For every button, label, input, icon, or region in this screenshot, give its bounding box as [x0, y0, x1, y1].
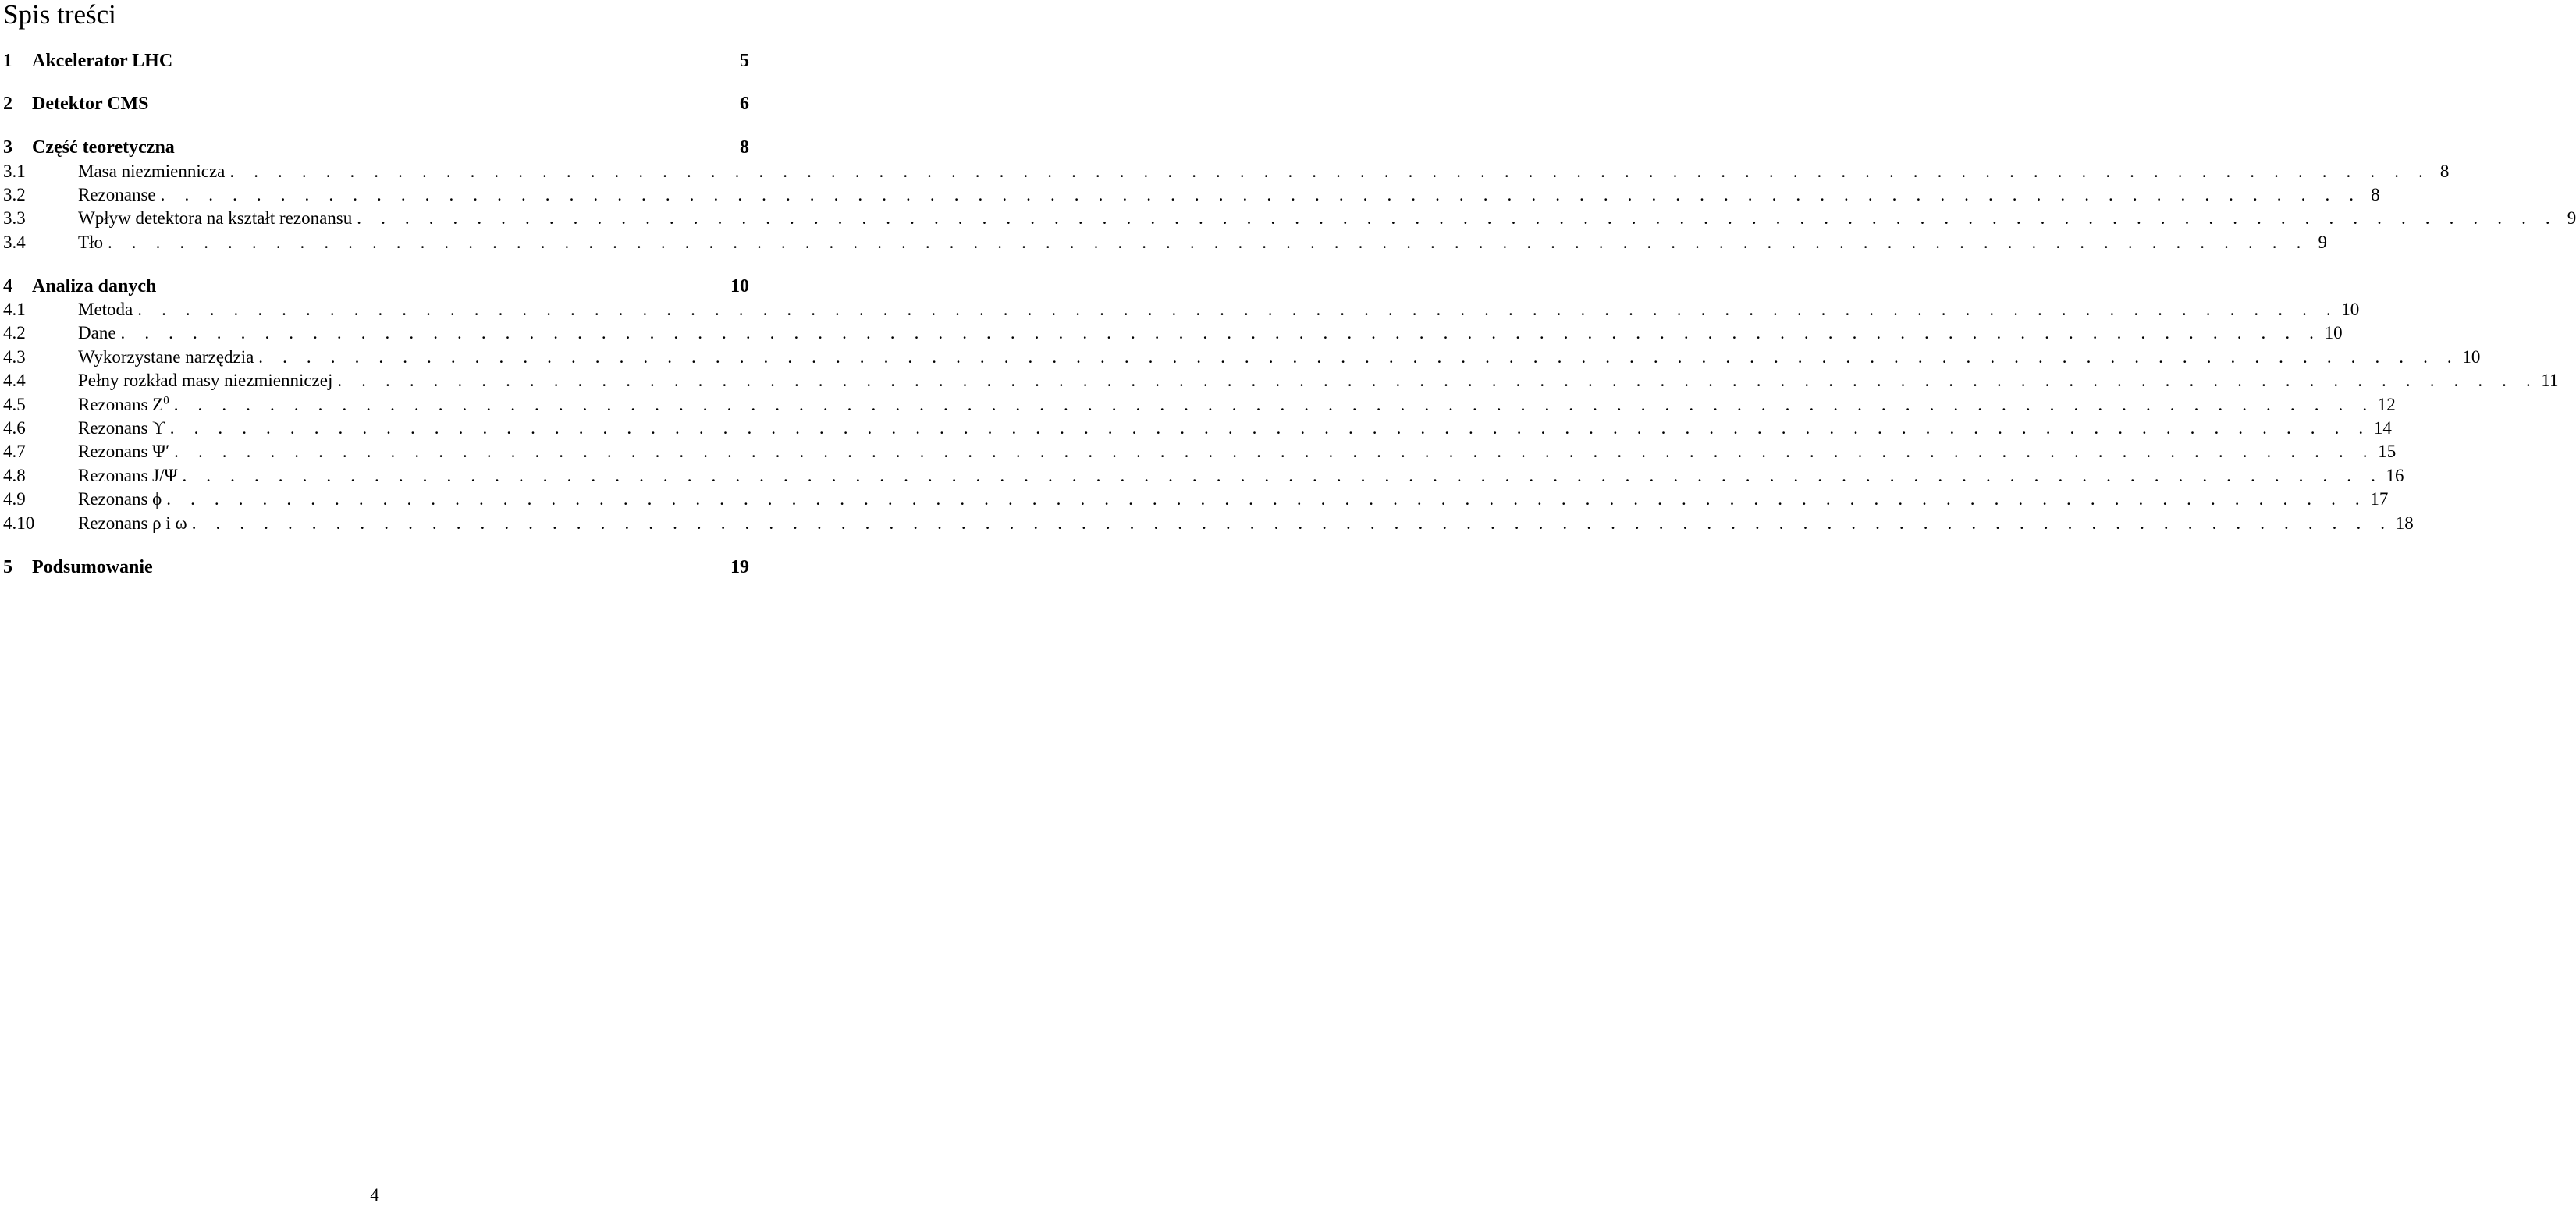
toc-entry-number: 4.2 — [3, 323, 26, 343]
toc-section-entry[interactable] — [3, 298, 2360, 321]
dot-leader: . . . . . . . . . . . . . . . . . . . . . . . . . . . . . . . . . . . . . . . . . . . . . . . . . . . . . . . . . . . . . . . . . . . . . . . . . . . . . . . . . . . . . . . . . . . . — [173, 395, 2375, 414]
toc-entry-number: 4.3 — [3, 347, 26, 367]
toc-chapter-entry[interactable] — [3, 275, 749, 298]
dot-leader: . . . . . . . . . . . . . . . . . . . . . . . . . . . . . . . . . . . . . . . . . . . . . . . . . . . . . . . . . . . . . . . . . . . . . . . . . . . . . . . . . . . . . . . . . . . . — [166, 489, 2368, 509]
toc-entry-number: 3.1 — [3, 162, 26, 181]
dot-leader: . . . . . . . . . . . . . . . . . . . . . . . . . . . . . . . . . . . . . . . . . . . . . . . . . . . . . . . . . . . . . . . . . . . . . . . . . . . . . . . . . . . . . . . . . . . . — [160, 185, 2361, 204]
toc-entry-page: 16 — [2386, 466, 2404, 485]
toc-entry-page: 19 — [730, 557, 749, 577]
toc-entry-number: 3.2 — [3, 185, 26, 204]
toc-section-entry[interactable] — [3, 207, 2576, 230]
toc-entry-number: 1 — [3, 51, 12, 71]
toc-entry-page: 6 — [740, 94, 749, 114]
toc-entry-page: 5 — [740, 51, 749, 71]
toc-section-entry[interactable] — [3, 183, 2380, 207]
toc-chapter-entry[interactable] — [3, 49, 749, 73]
toc-section-entry[interactable] — [3, 464, 2404, 488]
toc-entry-number: 3.4 — [3, 233, 26, 252]
dot-leader: . . . . . . . . . . . . . . . . . . . . . . . . . . . . . . . . . . . . . . . . . . . . . . . . . . . . . . . . . . . . . . . . . . . . . . . . . . . . . . . . . . . . . . . . . . . . — [357, 208, 2558, 228]
dot-leader: . . . . . . . . . . . . . . . . . . . . . . . . . . . . . . . . . . . . . . . . . . . . . . . . . . . . . . . . . . . . . . . . . . . . . . . . . . . . . . . . . . . . . . . . . . . . — [107, 233, 2308, 252]
toc-entry-title-text: Rezonans Z — [78, 395, 164, 414]
toc-entry-number: 4 — [3, 276, 12, 296]
toc-entry-number: 4.4 — [3, 371, 26, 390]
toc-section-entry[interactable] — [3, 512, 2414, 535]
toc-section-entry[interactable] — [3, 369, 2559, 392]
dot-leader: . . . . . . . . . . . . . . . . . . . . . . . . . . . . . . . . . . . . . . . . . . . . . . . . . . . . . . . . . . . . . . . . . . . . . . . . . . . . . . . . . . . . . . . . . . . . — [337, 371, 2539, 390]
toc-entry-number: 4.5 — [3, 395, 26, 414]
toc-entry-title: Rezonans J/Ψ — [78, 466, 178, 485]
toc-entry-number: 4.10 — [3, 513, 35, 533]
toc-entry-title: Rezonanse — [78, 185, 156, 204]
dot-leader: . . . . . . . . . . . . . . . . . . . . . . . . . . . . . . . . . . . . . . . . . . . . . . . . . . . . . . . . . . . . . . . . . . . . . . . . . . . . . . . . . . . . . . . . . . . . — [169, 418, 2371, 438]
toc-entry-page: 10 — [2324, 323, 2343, 343]
toc-entry-page: 8 — [740, 137, 749, 158]
toc-entry-number: 5 — [3, 557, 12, 577]
dot-leader: . . . . . . . . . . . . . . . . . . . . . . . . . . . . . . . . . . . . . . . . . . . . . . . . . . . . . . . . . . . . . . . . . . . . . . . . . . . . . . . . . . . . . . . . . . . . — [137, 300, 2339, 319]
toc-entry-page: 8 — [2371, 185, 2380, 204]
toc-entry-number: 2 — [3, 94, 12, 114]
toc-entry-title: Akcelerator LHC — [32, 51, 173, 71]
toc-entry-title — [78, 393, 169, 417]
toc-entry-page: 18 — [2395, 513, 2414, 533]
toc-entry-number: 4.7 — [3, 442, 26, 461]
superscript: 0 — [163, 394, 169, 407]
toc-chapter-entry[interactable] — [3, 556, 749, 579]
toc-section-entry[interactable] — [3, 488, 2389, 511]
toc-entry-number: 4.9 — [3, 489, 26, 509]
toc-entry-title: Tło — [78, 233, 103, 252]
toc-entry-title: Dane — [78, 323, 116, 343]
toc-entry-page: 8 — [2439, 162, 2450, 181]
page-number: 4 — [370, 1185, 379, 1205]
toc-entry-number: 3 — [3, 137, 12, 158]
toc-section-entry[interactable] — [3, 393, 2396, 417]
toc-entry-number: 4.6 — [3, 418, 26, 438]
toc-section-entry[interactable] — [3, 160, 2450, 183]
toc-entry-title: Część teoretyczna — [32, 137, 175, 158]
toc-section-entry[interactable] — [3, 321, 2343, 345]
toc-entry-page: 14 — [2373, 418, 2392, 438]
toc-entry-title: Analiza danych — [32, 276, 157, 296]
toc-entry-page: 12 — [2377, 395, 2396, 414]
toc-entry-number: 4.1 — [3, 300, 26, 319]
dot-leader: . . . . . . . . . . . . . . . . . . . . . . . . . . . . . . . . . . . . . . . . . . . . . . . . . . . . . . . . . . . . . . . . . . . . . . . . . . . . . . . . . . . . . . . . . . . . — [182, 466, 2383, 485]
toc-entry-page: 10 — [2341, 300, 2360, 319]
toc-entry-page: 10 — [730, 276, 749, 296]
toc-entry-title: Rezonans ϒ — [78, 418, 165, 438]
toc-entry-title: Rezonans ρ i ω — [78, 513, 187, 533]
toc-entry-title: Rezonans Ψ′ — [78, 442, 170, 461]
toc-entry-title: Wykorzystane narzędzia — [78, 347, 254, 367]
dot-leader: . . . . . . . . . . . . . . . . . . . . . . . . . . . . . . . . . . . . . . . . . . . . . . . . . . . . . . . . . . . . . . . . . . . . . . . . . . . . . . . . . . . . . . . . . . . . — [229, 162, 2431, 181]
toc-entry-page: 11 — [2541, 371, 2559, 390]
dot-leader: . . . . . . . . . . . . . . . . . . . . . . . . . . . . . . . . . . . . . . . . . . . . . . . . . . . . . . . . . . . . . . . . . . . . . . . . . . . . . . . . . . . . . . . . . . . . — [174, 442, 2375, 461]
toc-chapter-entry[interactable] — [3, 92, 749, 115]
toc-section-entry[interactable] — [3, 231, 2327, 254]
toc-section-entry[interactable] — [3, 346, 2481, 369]
toc-entry-page: 17 — [2370, 489, 2389, 509]
toc-entry-title: Wpływ detektora na kształt rezonansu — [78, 208, 353, 228]
toc-entry-title: Podsumowanie — [32, 557, 153, 577]
toc-entry-title: Pełny rozkład masy niezmienniczej — [78, 371, 333, 390]
toc-entry-title: Metoda — [78, 300, 133, 319]
dot-leader: . . . . . . . . . . . . . . . . . . . . . . . . . . . . . . . . . . . . . . . . . . . . . . . . . . . . . . . . . . . . . . . . . . . . . . . . . . . . . . . . . . . . . . . . . . . . — [120, 323, 2322, 343]
toc-entry-page: 9 — [2318, 233, 2327, 252]
toc-entry-page: 10 — [2462, 347, 2481, 367]
toc-entry-number: 3.3 — [3, 208, 26, 228]
toc-entry-title: Rezonans ϕ — [78, 489, 162, 509]
toc-entry-page: 15 — [2378, 442, 2397, 461]
toc-section-entry[interactable] — [3, 417, 2392, 440]
dot-leader: . . . . . . . . . . . . . . . . . . . . . . . . . . . . . . . . . . . . . . . . . . . . . . . . . . . . . . . . . . . . . . . . . . . . . . . . . . . . . . . . . . . . . . . . . . . . — [191, 513, 2393, 533]
toc-entry-number: 4.8 — [3, 466, 26, 485]
toc-entry-title: Masa niezmiennicza — [78, 162, 226, 181]
toc-entry-page: 9 — [2567, 208, 2576, 228]
toc-section-entry[interactable] — [3, 440, 2397, 463]
toc-chapter-entry[interactable] — [3, 136, 749, 159]
page-title: Spis treści — [3, 0, 116, 30]
dot-leader: . . . . . . . . . . . . . . . . . . . . . . . . . . . . . . . . . . . . . . . . . . . . . . . . . . . . . . . . . . . . . . . . . . . . . . . . . . . . . . . . . . . . . . . . . . . . — [258, 347, 2460, 367]
toc-entry-title: Detektor CMS — [32, 94, 149, 114]
